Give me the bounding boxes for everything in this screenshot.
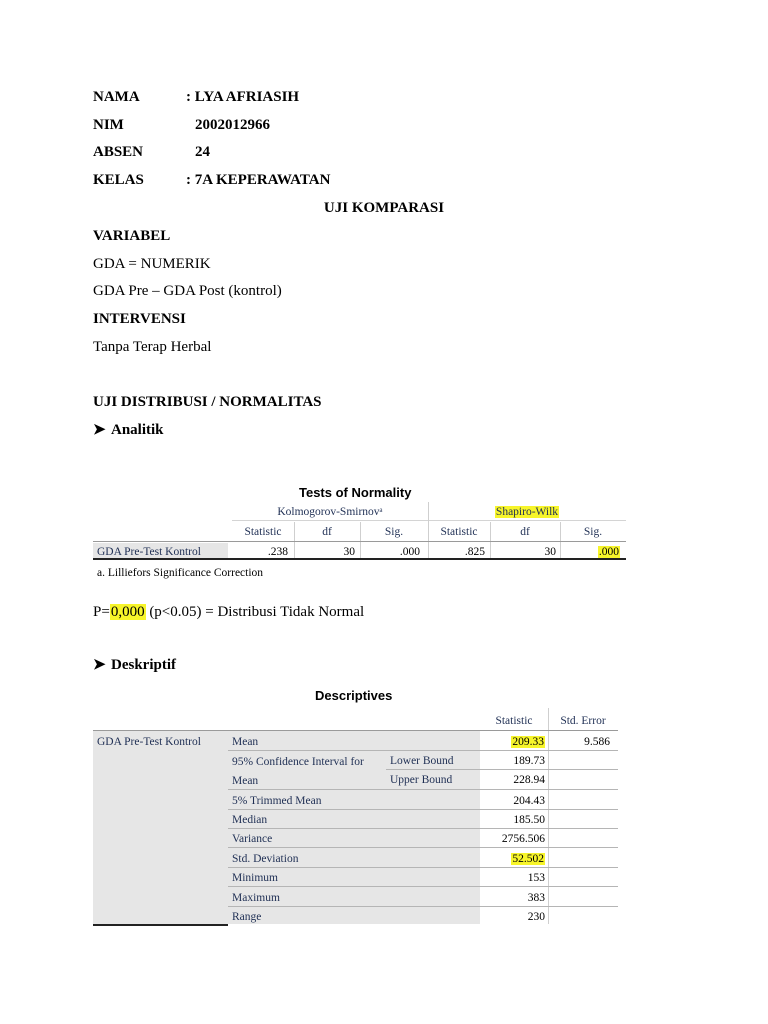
deskriptif-label: Deskriptif <box>111 657 176 673</box>
trimmed-mean-value: 204.43 <box>513 795 545 807</box>
sw-sig-header: Sig. <box>583 526 603 538</box>
ks-statistic-header: Statistic <box>244 526 282 538</box>
range-value: 230 <box>527 911 545 923</box>
ks-df-header: df <box>322 526 332 538</box>
sw-df-value: 30 <box>544 546 556 558</box>
trimmed-mean-label: 5% Trimmed Mean <box>232 795 322 807</box>
variance-label: Variance <box>232 833 273 845</box>
median-value: 185.50 <box>513 814 545 826</box>
mean-label: Mean <box>232 736 259 748</box>
lower-bound-value: 189.73 <box>513 755 545 767</box>
desc-std-error-header: Std. Error <box>560 715 606 727</box>
minimum-label: Minimum <box>232 872 279 884</box>
mean-std-error: 9.586 <box>584 736 610 748</box>
normality-table-title: Tests of Normality <box>299 485 412 500</box>
ci-label-line-1: 95% Confidence Interval for <box>232 756 364 768</box>
ks-group-header: Kolmogorov-Smirnovᵃ <box>277 506 383 518</box>
arrowhead-bullet-icon: ➤ <box>93 422 106 438</box>
lower-bound-label: Lower Bound <box>390 755 454 767</box>
sw-group-header-text: Shapiro-Wilk <box>495 506 559 518</box>
variance-value: 2756.506 <box>501 833 545 845</box>
sw-df-header: df <box>520 526 530 538</box>
nama-value: : LYA AFRIASIH <box>186 89 300 105</box>
nama-label: NAMA <box>93 89 140 105</box>
ks-statistic-value: .238 <box>267 546 288 558</box>
kelas-value: : 7A KEPERAWATAN <box>186 172 331 188</box>
mean-value <box>480 735 545 749</box>
sw-sig-value <box>560 545 620 559</box>
mean-value-text: 209.33 <box>512 736 544 748</box>
range-label: Range <box>232 911 262 923</box>
nim-value: 2002012966 <box>195 117 270 133</box>
distribusi-heading: UJI DISTRIBUSI / NORMALITAS <box>93 394 322 410</box>
arrowhead-bullet-icon: ➤ <box>93 657 106 673</box>
variabel-line-2: GDA Pre – GDA Post (kontrol) <box>93 283 282 299</box>
kelas-label: KELAS <box>93 172 144 188</box>
normality-footnote: a. Lilliefors Significance Correction <box>97 567 264 579</box>
intervensi-text: Tanpa Terap Herbal <box>93 339 212 355</box>
desc-statistic-header: Statistic <box>495 715 533 727</box>
minimum-value: 153 <box>527 872 545 884</box>
intervensi-heading: INTERVENSI <box>93 311 186 327</box>
variabel-heading: VARIABEL <box>93 228 171 244</box>
section-title: UJI KOMPARASI <box>323 200 445 216</box>
nim-label: NIM <box>93 117 124 133</box>
normality-conclusion <box>93 603 364 621</box>
median-label: Median <box>232 814 268 826</box>
ks-df-value: 30 <box>343 546 355 558</box>
sw-statistic-header: Statistic <box>440 526 478 538</box>
sw-group-header <box>428 505 626 519</box>
ks-sig-header: Sig. <box>384 526 404 538</box>
normality-row-label: GDA Pre-Test Kontrol <box>97 546 201 558</box>
deskriptif-bullet <box>93 656 176 674</box>
descriptives-table-title: Descriptives <box>315 688 393 703</box>
absen-value: 24 <box>195 144 210 160</box>
maximum-label: Maximum <box>232 892 280 904</box>
std-deviation-value <box>480 852 545 866</box>
variabel-line-1: GDA = NUMERIK <box>93 256 211 272</box>
desc-row-group: GDA Pre-Test Kontrol <box>97 736 201 748</box>
conclusion-p-value: 0,000 <box>110 604 145 620</box>
absen-label: ABSEN <box>93 144 144 160</box>
conclusion-prefix: P= <box>93 604 110 620</box>
ci-label-line-2: Mean <box>232 775 259 787</box>
std-deviation-label: Std. Deviation <box>232 853 299 865</box>
analitik-label: Analitik <box>111 422 164 438</box>
sw-sig-value-text: .000 <box>598 546 619 558</box>
maximum-value: 383 <box>527 892 545 904</box>
sw-statistic-value: .825 <box>464 546 485 558</box>
conclusion-suffix: (p<0.05) = Distribusi Tidak Normal <box>145 604 365 620</box>
analitik-bullet <box>93 421 164 439</box>
upper-bound-value: 228.94 <box>513 774 545 786</box>
std-deviation-value-text: 52.502 <box>512 853 544 865</box>
ks-sig-value: .000 <box>399 546 420 558</box>
upper-bound-label: Upper Bound <box>390 774 453 786</box>
